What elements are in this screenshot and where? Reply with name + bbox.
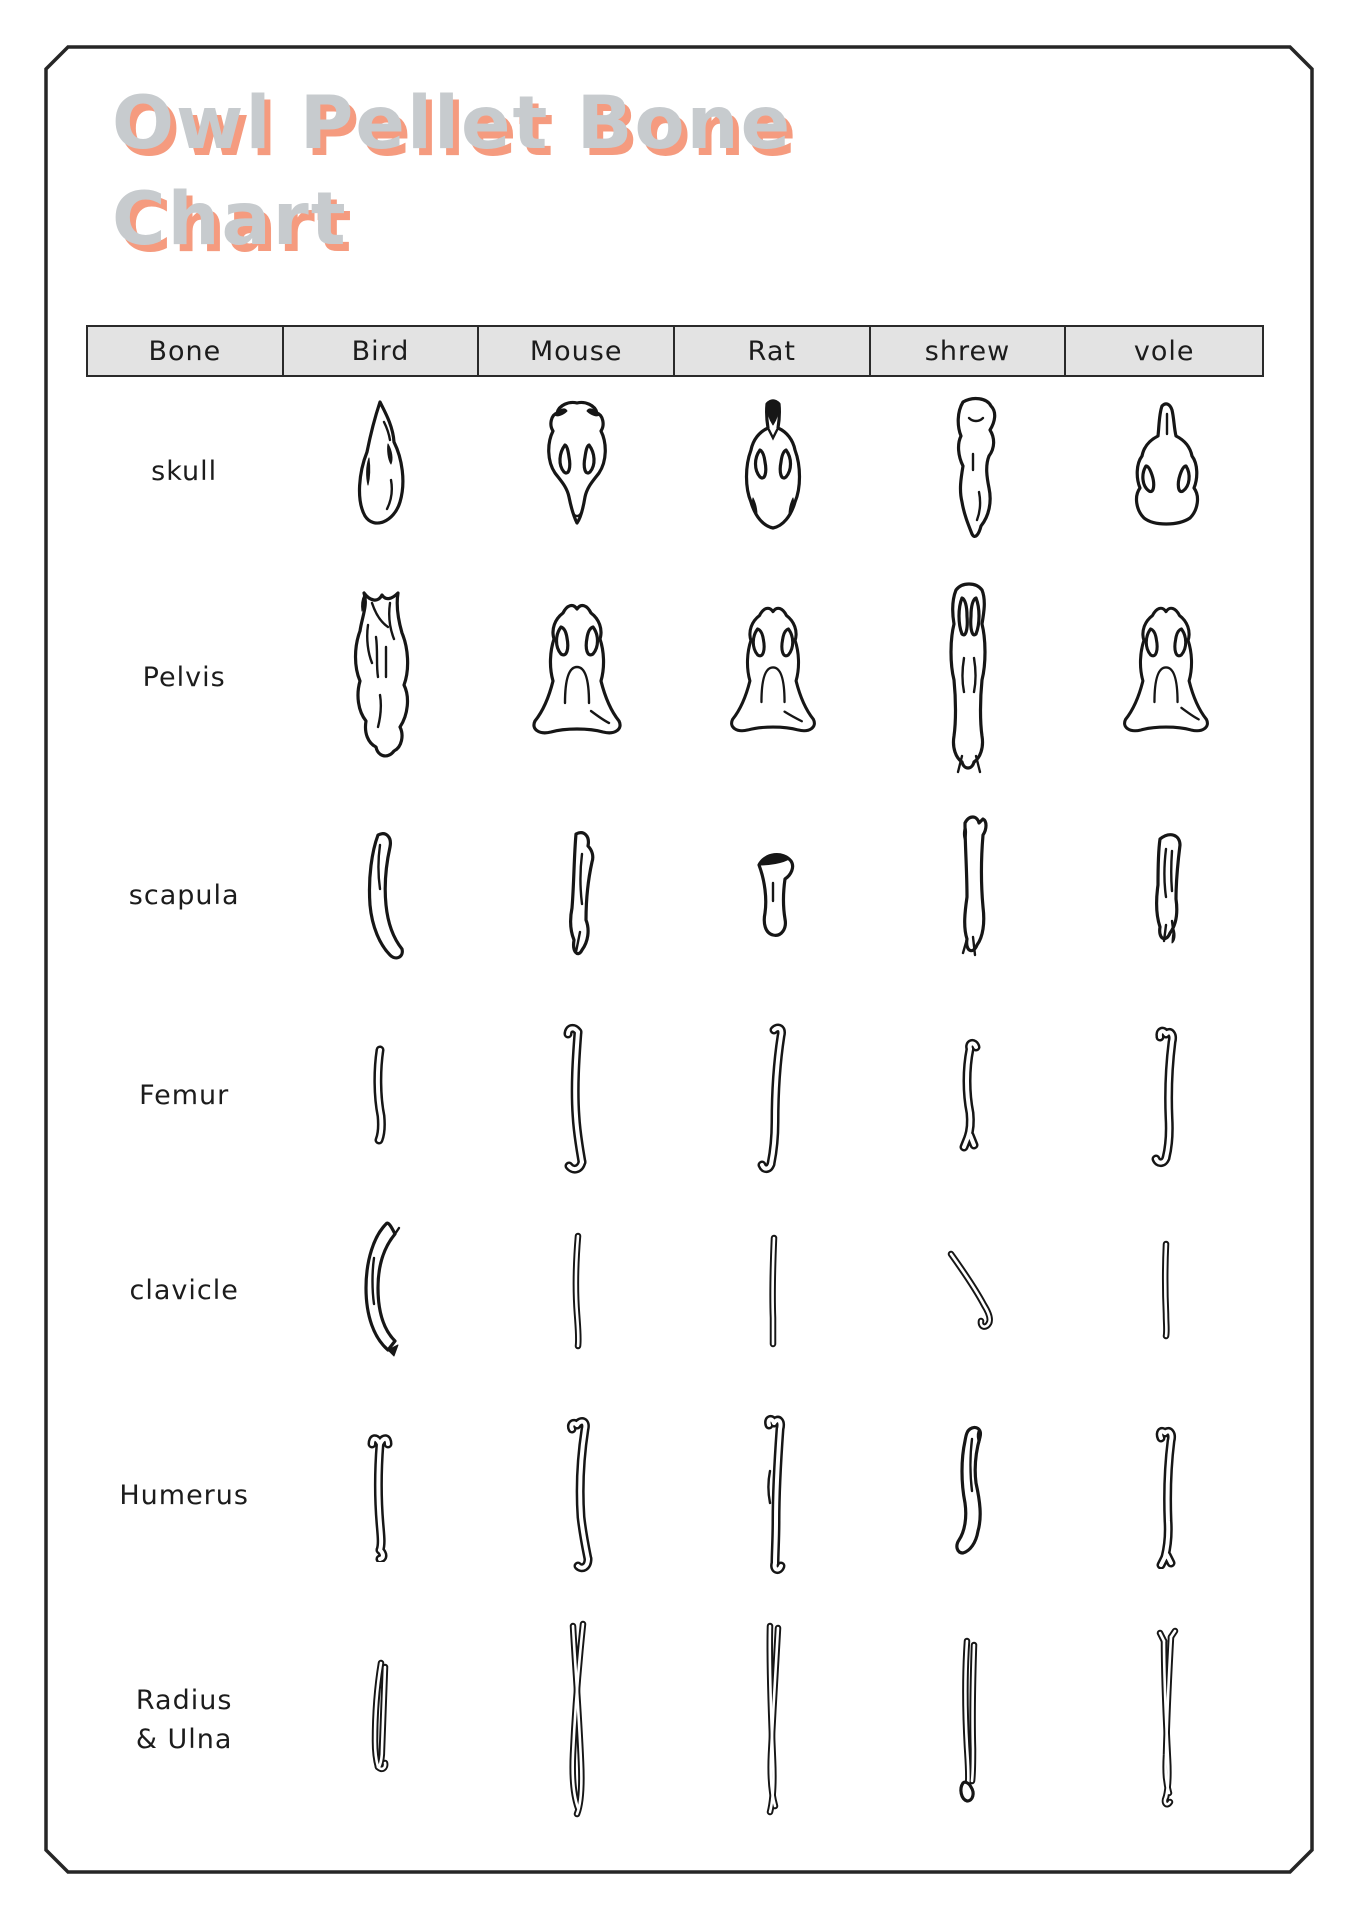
femur-vole-illustration bbox=[1068, 1000, 1264, 1190]
table-row-clavicle bbox=[86, 1190, 1264, 1390]
row-label-clavicle: clavicle bbox=[129, 1274, 239, 1306]
page-title bbox=[112, 76, 792, 268]
humerus-vole-illustration bbox=[1068, 1390, 1264, 1600]
row-label-pelvis: Pelvis bbox=[142, 662, 226, 693]
skull-bird-illustration bbox=[282, 377, 478, 565]
humerus-rat-illustration bbox=[675, 1390, 871, 1600]
femur-mouse-illustration bbox=[479, 1000, 675, 1190]
clavicle-mouse-illustration bbox=[479, 1190, 675, 1390]
row-label-radius-line1: Radius bbox=[135, 1685, 233, 1716]
table-row-femur bbox=[86, 1000, 1264, 1190]
page-title-line1: Owl Pellet Bone bbox=[112, 81, 793, 166]
column-header-bird: Bird bbox=[284, 327, 480, 375]
pelvis-shrew-illustration bbox=[871, 565, 1067, 790]
table-row-skull bbox=[86, 377, 1264, 565]
row-label-radius-line2: & Ulna bbox=[135, 1724, 233, 1755]
skull-mouse-illustration bbox=[479, 377, 675, 565]
column-header-rat: Rat bbox=[675, 327, 871, 375]
skull-vole-illustration bbox=[1068, 377, 1264, 565]
scapula-rat-illustration bbox=[675, 790, 871, 1000]
table-row-pelvis bbox=[86, 565, 1264, 790]
clavicle-bird-illustration bbox=[282, 1190, 478, 1390]
row-label-scapula: scapula bbox=[128, 879, 240, 911]
radius-ulna-rat-illustration bbox=[675, 1600, 871, 1840]
bone-table bbox=[86, 325, 1264, 1840]
radius-ulna-mouse-illustration bbox=[479, 1600, 675, 1840]
column-header-mouse: Mouse bbox=[479, 327, 675, 375]
row-label-femur: Femur bbox=[139, 1079, 230, 1111]
table-header-row bbox=[86, 325, 1264, 377]
radius-ulna-shrew-illustration bbox=[871, 1600, 1067, 1840]
table-row-humerus bbox=[86, 1390, 1264, 1600]
skull-rat-illustration bbox=[675, 377, 871, 565]
column-header-vole: vole bbox=[1066, 327, 1262, 375]
pelvis-vole-illustration bbox=[1068, 565, 1264, 790]
scapula-vole-illustration bbox=[1068, 790, 1264, 1000]
row-label-skull: skull bbox=[151, 455, 218, 487]
scapula-bird-illustration bbox=[282, 790, 478, 1000]
table-row-radius-ulna bbox=[86, 1600, 1264, 1840]
clavicle-vole-illustration bbox=[1068, 1190, 1264, 1390]
femur-shrew-illustration bbox=[871, 1000, 1067, 1190]
humerus-bird-illustration bbox=[282, 1390, 478, 1600]
pelvis-rat-illustration bbox=[675, 565, 871, 790]
page-title-line2: Chart bbox=[112, 177, 348, 262]
scapula-shrew-illustration bbox=[871, 790, 1067, 1000]
column-header-shrew: shrew bbox=[871, 327, 1067, 375]
humerus-shrew-illustration bbox=[871, 1390, 1067, 1600]
femur-bird-illustration bbox=[282, 1000, 478, 1190]
femur-rat-illustration bbox=[675, 1000, 871, 1190]
clavicle-rat-illustration bbox=[675, 1190, 871, 1390]
scapula-mouse-illustration bbox=[479, 790, 675, 1000]
pelvis-mouse-illustration bbox=[479, 565, 675, 790]
row-label-humerus: Humerus bbox=[119, 1479, 249, 1511]
clavicle-shrew-illustration bbox=[871, 1190, 1067, 1390]
row-label-radius-ulna bbox=[136, 1685, 233, 1755]
pelvis-bird-illustration bbox=[282, 565, 478, 790]
radius-ulna-bird-illustration bbox=[282, 1600, 478, 1840]
skull-shrew-illustration bbox=[871, 377, 1067, 565]
humerus-mouse-illustration bbox=[479, 1390, 675, 1600]
table-row-scapula bbox=[86, 790, 1264, 1000]
column-header-bone: Bone bbox=[88, 327, 284, 375]
radius-ulna-vole-illustration bbox=[1068, 1600, 1264, 1840]
